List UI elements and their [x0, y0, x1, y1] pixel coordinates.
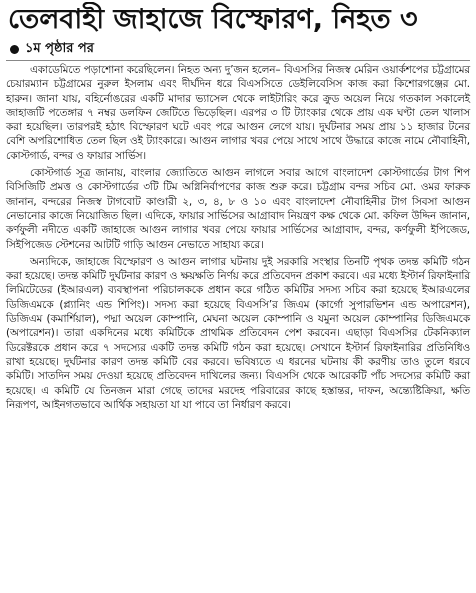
continuation-line [10, 40, 470, 58]
article-headline: তেলবাহী জাহাজে বিস্ফোরণ, নিহত ৩ [8, 4, 418, 35]
article-paragraph-2: কোস্টগার্ড সূত্র জানায়, বাংলার জ্যোতিতে আগুন লাগলে সবার আগে বাংলাদেশ কোস্টগার্ডের টাগ শিপ বিসিজিটি প্রমত্ত ও কোস্টগার্ডের ৩টি টিম অগ্নিনির্বাপণের কাজ শুরু করে। চট্টগ্রাম বন্দর সচিব মো. ওমর ফারুক জানান, বন্দরের নিজস্ব টাগবোট কাণ্ডারী ২, ৩, ৪, ৮ ও ১০ এবং বাংলাদেশ নৌবাহিনীর টাগ সিবসা আগুন নেভানোর কাজে নিয়োজিত ছিল। এদিকে, ফায়ার সার্ভিসের আগ্রাবাদ নিয়ন্ত্রণ কক্ষ থেকে মো. কফিল উদ্দিন জানান, কর্ণফুলী নদীতে একটি জাহাজে আগুন লাগার খবর পেয়ে ফায়ার সার্ভিসের আগ্রাবাদ, বন্দর, কর্ণফুলী ইপিজেড, সিইপিজেড স্টেশনের আটটি গাড়ি আগুন নেভাতে সাহায্য করে। [6, 167, 470, 251]
continued-from-label: ১ম পৃষ্ঠার পর [25, 41, 94, 56]
bullet-icon [10, 45, 19, 54]
article-paragraph-1: একাডেমিতে পড়াশোনা করেছিলেন। নিহত অন্য দু’জন হলেন– বিএসসির নিজস্ব মেরিন ওয়ার্কশপের চট্টগ্রামের চেয়ারম্যান চট্টগ্রামের নুরুল ইসলাম এবং দীর্ঘদিন ধরে বিএসসিতে ডেইলিবেসিস কাজ করা কিশোরগঞ্জের মো. হারুন। জানা যায়, বহির্নোঙরের একটি মাদার ভ্যাসেল থেকে লাইটারিং করে ক্রুড অয়েল নিয়ে গতকাল সকালেই জাহাজটি পতেঙ্গার ৭ নম্বর ডলফিন জেটিতে ভিড়েছিল। এরপর ৩ টি ট্যাংকার থেকে প্রায় এক ঘণ্টা তেল খালাস করা হয়েছিল। তারপরই হঠাৎ বিস্ফোরণ ঘটে এবং পরে আগুন লেগে যায়। দুর্ঘটনার সময় প্রায় ১১ হাজার টনের বেশি অপরিশোধিত তেল ছিল ওই ট্যাংকারে। আগুন লাগার খবর পেয়ে সাথে সাথে উদ্ধারে কাজে নামে নৌবাহিনী, কোস্টগার্ড, বন্দর ও ফায়ার সার্ভিস। [6, 60, 470, 163]
article-paragraph-3: অন্যদিকে, জাহাজে বিস্ফোরণ ও আগুন লাগার ঘটনায় দুই সরকারি সংস্থার তিনটি পৃথক তদন্ত কমিটি গঠন করা হয়েছে। তদন্ত কমিটি দুর্ঘটনার কারণ ও ক্ষয়ক্ষতি নির্ণয় করে প্রতিবেদন প্রকাশ করবে। এর মধ্যে ইস্টার্ন রিফাইনারি লিমিটেডের (ইআরএল) ব্যবস্থাপনা পরিচালককে প্রধান করে গঠিত কমিটির সদস্য সচিব করা হয়েছে ইআরএলের ডিজিএমকে (প্ল্যানিং এন্ড শিপিং)। সদস্য করা হয়েছে বিএসসি’র জিএম (কার্গো সুপারভিশন এন্ড অপারেশন), ডিজিএম (কমার্শিয়াল), পদ্মা অয়েল কোম্পানি, মেঘনা অয়েল কোম্পানি ও যমুনা অয়েল কোম্পানির ডিজিএমকে (অপারেশন)। তারা একদিনের মধ্যে কমিটিকে প্রাথমিক প্রতিবেদন পেশ করবেন। এছাড়া বিএসসির টেকনিক্যাল ডিরেক্টরকে প্রধান করে ৭ সদস্যের একটি তদন্ত কমিটি গঠন করা হয়েছে। সেখানে ইস্টার্ন রিফাইনারির প্রতিনিধিও রাখা হয়েছে। দুর্ঘটনার কারণ তদন্ত কমিটি বের করবে। ভবিষ্যতে এ ধরনের ঘটনায় কী করণীয় তাও তুলে ধরবে কমিটি। সাতদিন সময় দেওয়া হয়েছে প্রতিবেদন দাখিলের জন্য। বিএসসি থেকে আরেকটি পাঁচ সদস্যের কমিটি করা হয়েছে। এ কমিটি যে তিনজন মারা গেছে তাদের মরদেহ পরিবারের কাছে হস্তান্তর, দাফন, অন্ত্যেষ্টিক্রিয়া, ক্ষতি নিরূপণ, আইনগতভাবে আর্থিক সহায়তা যা যা পাবে তা নির্ধারণ করবে। [6, 255, 470, 411]
